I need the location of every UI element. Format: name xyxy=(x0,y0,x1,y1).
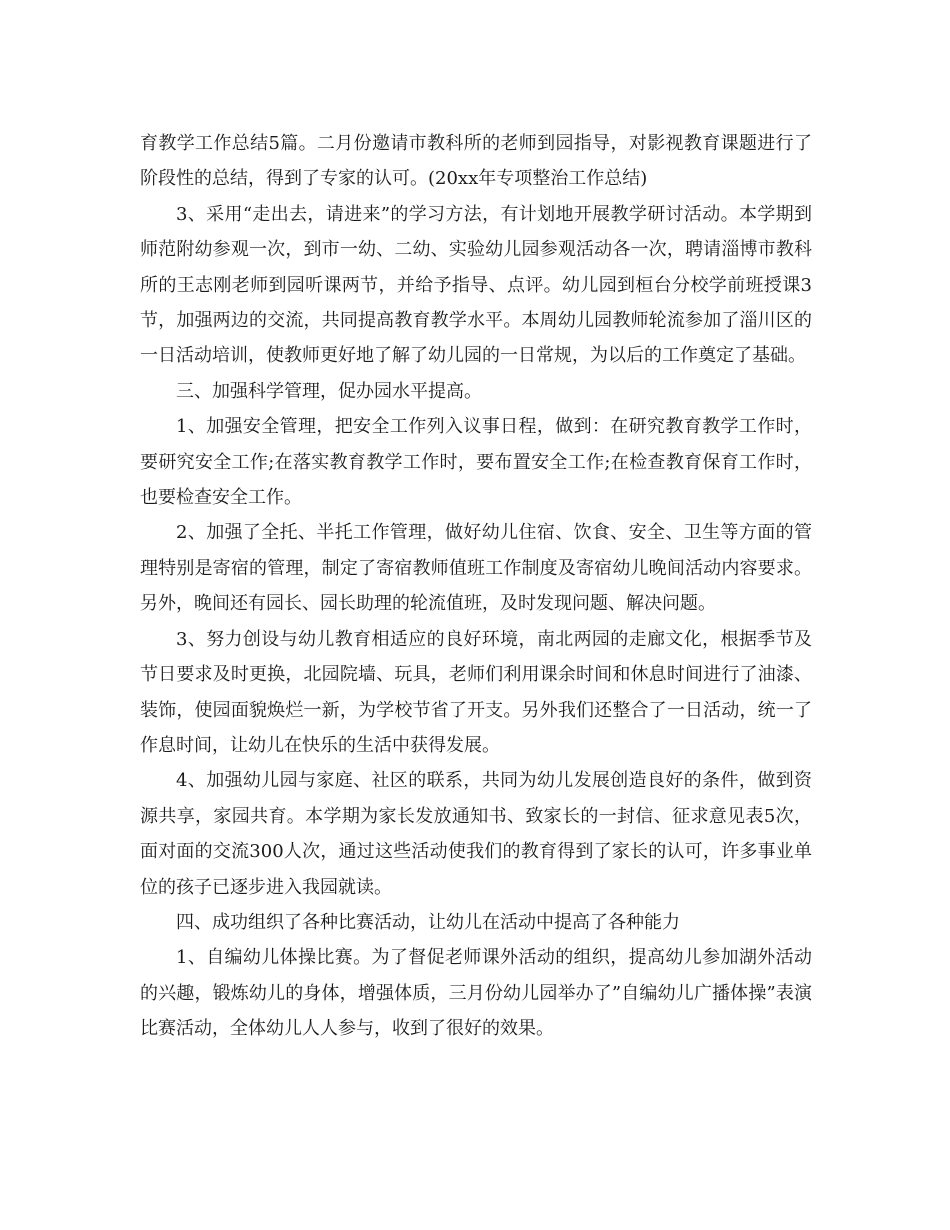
section-heading-competitions: 四、成功组织了各种比赛活动，让幼儿在活动中提高了各种能力 xyxy=(176,911,680,933)
paragraph-research-activities: 3、采用“走出去，请进来”的学习方法，有计划地开展教学研讨活动。本学期到师范附幼参观一次，到市一幼、二幼、实验幼儿园参观活动各一次，聘请淄博市教科所的王志刚老师到园听课两节，并给予指导、点评。幼儿园到桓台分校学前班授课3节，加强两边的交流，共同提高教育教学水平。本周幼儿园教师轮流参加了淄川区的一日活动培训，使教师更好地了解了幼儿园的一日常规，为以后的工作奠定了基础。 xyxy=(140,203,812,367)
paragraph-family-community: 4、加强幼儿园与家庭、社区的联系，共同为幼儿发展创造良好的条件，做到资源共享，家园共育。本学期为家长发放通知书、致家长的一封信、征求意见表5次，面对面的交流300人次，通过这些活动使我们的教育得到了家长的认可，许多事业单位的孩子已逐步进入我园就读。 xyxy=(140,770,812,898)
paragraph-environment: 3、努力创设与幼儿教育相适应的良好环境，南北两园的走廊文化，根据季节及节日要求及时更换，北园院墙、玩具，老师们利用课余时间和休息时间进行了油漆、装饰，使园面貌焕烂一新，为学校节省了开支。另外我们还整合了一日活动，统一了作息时间，让幼儿在快乐的生活中获得发展。 xyxy=(140,628,812,756)
section-heading-management: 三、加强科学管理，促办园水平提高。 xyxy=(176,380,482,402)
paragraph-gymnastics-contest: 1、自编幼儿体操比赛。为了督促老师课外活动的组织，提高幼儿参加湖外活动的兴趣，锻炼幼儿的身体，增强体质，三月份幼儿园举办了”自编幼儿广播体操”表演比赛活动，全体幼儿人人参与，收到了很好的效果。 xyxy=(140,947,812,1040)
paragraph-continued: 育教学工作总结5篇。二月份邀请市教科所的老师到园指导，对影视教育课题进行了阶段性的总结，得到了专家的认可。(20xx年专项整治工作总结) xyxy=(140,133,812,190)
document-page xyxy=(140,126,812,1047)
paragraph-boarding-management: 2、加强了全托、半托工作管理，做好幼儿住宿、饮食、安全、卫生等方面的管理特别是寄宿的管理，制定了寄宿教师值班工作制度及寄宿幼儿晚间活动内容要求。另外，晚间还有园长、园长助理的轮流值班，及时发现问题、解决问题。 xyxy=(140,522,812,615)
paragraph-safety-management: 1、加强安全管理，把安全工作列入议事日程，做到：在研究教育教学工作时，要研究安全工作;在落实教育教学工作时，要布置安全工作;在检查教育保育工作时，也要检查安全工作。 xyxy=(140,416,812,509)
